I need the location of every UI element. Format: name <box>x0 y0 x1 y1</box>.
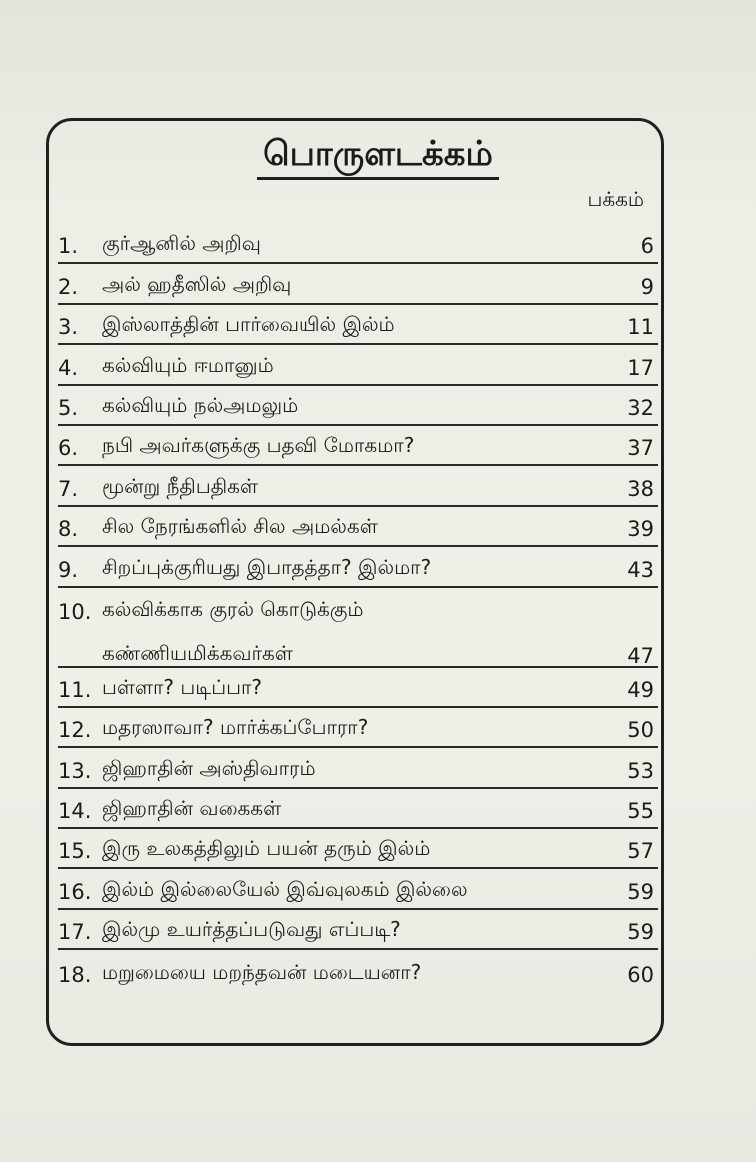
toc-entry <box>58 547 658 587</box>
entry-number: 12. <box>58 718 92 743</box>
toc-entry <box>58 386 658 426</box>
toc-entry <box>58 668 658 708</box>
entry-page: 53 <box>627 758 654 783</box>
entry-number: 3. <box>58 315 79 340</box>
entry-number: 15. <box>58 839 92 864</box>
entry-page: 43 <box>627 557 654 582</box>
entry-number: 5. <box>58 395 79 420</box>
page-column-label: பக்கம் <box>587 187 644 211</box>
toc-entry <box>58 224 658 264</box>
entry-number: 8. <box>58 517 79 542</box>
entry-number: 7. <box>58 476 79 501</box>
entry-page: 55 <box>627 799 654 824</box>
entry-title-line1: கல்விக்காக குரல் கொடுக்கும் <box>102 596 364 621</box>
entry-title-line2: கண்ணியமிக்கவர்கள் <box>102 640 293 665</box>
entry-title: ஜிஹாதின் அஸ்திவாரம் <box>102 755 316 780</box>
toc-entry <box>58 507 658 547</box>
entry-number: 9. <box>58 557 79 582</box>
entry-page: 32 <box>627 395 654 420</box>
entry-number: 10. <box>58 599 92 624</box>
entry-number: 4. <box>58 355 79 380</box>
toc-heading: பொருளடக்கம் <box>257 136 499 180</box>
entry-title: மூன்று நீதிபதிகள் <box>102 473 258 498</box>
toc-entry <box>58 426 658 466</box>
entry-number: 18. <box>58 962 92 987</box>
entry-title: குர்ஆனில் அறிவு <box>102 231 261 256</box>
entry-number: 14. <box>58 799 92 824</box>
entry-page: 47 <box>627 643 654 668</box>
toc-list <box>58 224 658 991</box>
toc-entry <box>58 708 658 748</box>
entry-title: இஸ்லாத்தின் பார்வையில் இல்ம் <box>102 312 395 337</box>
toc-entry <box>58 345 658 385</box>
entry-page: 59 <box>627 920 654 945</box>
entry-title: மறுமையை மறந்தவன் மடையனா? <box>102 959 422 984</box>
entry-number: 11. <box>58 677 92 702</box>
toc-entry <box>58 789 658 829</box>
entry-page: 59 <box>627 879 654 904</box>
entry-page: 17 <box>627 355 654 380</box>
entry-title: சிறப்புக்குரியது இபாதத்தா? இல்மா? <box>102 554 432 579</box>
toc-entry <box>58 588 658 668</box>
entry-title: இல்மு உயர்த்தப்படுவது எப்படி? <box>102 917 401 942</box>
entry-page: 50 <box>627 718 654 743</box>
entry-title: மதரஸாவா? மார்க்கப்போரா? <box>102 715 369 740</box>
toc-entry <box>58 748 658 788</box>
entry-title: இரு உலகத்திலும் பயன் தரும் இல்ம் <box>102 836 431 861</box>
entry-title: அல் ஹதீஸில் அறிவு <box>102 271 292 296</box>
entry-title: சில நேரங்களில் சில அமல்கள் <box>102 514 378 539</box>
entry-title: கல்வியும் நல்அமலும் <box>102 392 299 417</box>
toc-entry <box>58 466 658 506</box>
entry-page: 11 <box>627 315 654 340</box>
entry-page: 6 <box>640 234 654 259</box>
toc-heading-wrap <box>0 136 756 180</box>
entry-page: 38 <box>627 476 654 501</box>
entry-page: 49 <box>627 677 654 702</box>
toc-entry <box>58 264 658 304</box>
entry-number: 1. <box>58 234 79 259</box>
toc-entry <box>58 910 658 950</box>
entry-page: 57 <box>627 839 654 864</box>
entry-number: 6. <box>58 436 79 461</box>
toc-entry <box>58 869 658 909</box>
entry-title: பள்ளா? படிப்பா? <box>102 674 263 699</box>
entry-page: 60 <box>627 962 654 987</box>
toc-entry <box>58 829 658 869</box>
entry-number: 16. <box>58 879 92 904</box>
toc-entry <box>58 950 658 990</box>
entry-page: 37 <box>627 436 654 461</box>
entry-title: ஜிஹாதின் வகைகள் <box>102 796 282 821</box>
entry-number: 2. <box>58 274 79 299</box>
entry-page: 9 <box>640 274 654 299</box>
entry-title: இல்ம் இல்லையேல் இவ்வுலகம் இல்லை <box>102 876 468 901</box>
entry-title: கல்வியும் ஈமானும் <box>102 352 274 377</box>
entry-number: 17. <box>58 920 92 945</box>
entry-number: 13. <box>58 758 92 783</box>
entry-page: 39 <box>627 517 654 542</box>
entry-title: நபி அவர்களுக்கு பதவி மோகமா? <box>102 433 415 458</box>
toc-entry <box>58 305 658 345</box>
